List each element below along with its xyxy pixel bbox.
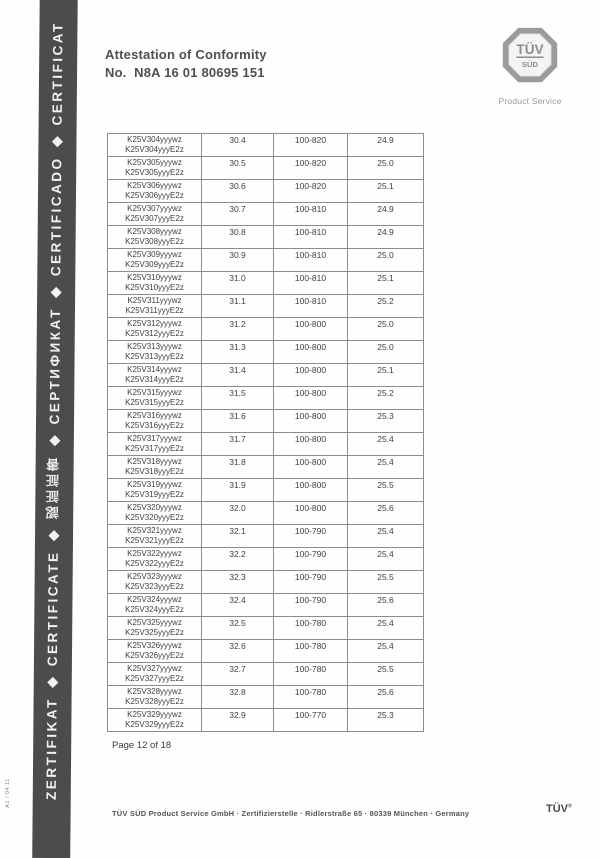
value-cell-1: 31.6 <box>202 410 274 433</box>
model-line2: K25V305yyyE2z <box>125 168 184 177</box>
table-row <box>108 548 424 571</box>
table-row <box>108 709 424 732</box>
value-cell-2: 100-800 <box>274 502 348 525</box>
value-cell-1: 32.2 <box>202 548 274 571</box>
model-line2: K25V314yyyE2z <box>125 375 184 384</box>
value-cell-2: 100-770 <box>274 709 348 732</box>
model-line2: K25V307yyyE2z <box>125 214 184 223</box>
value-cell-3: 25.1 <box>348 364 424 387</box>
model-cell <box>108 571 202 594</box>
table-row <box>108 594 424 617</box>
model-cell <box>108 640 202 663</box>
value-cell-2: 100-790 <box>274 525 348 548</box>
value-cell-1: 31.4 <box>202 364 274 387</box>
value-cell-3: 25.1 <box>348 180 424 203</box>
model-line2: K25V321yyyE2z <box>125 536 184 545</box>
table-row <box>108 364 424 387</box>
value-cell-1: 31.8 <box>202 456 274 479</box>
value-cell-2: 100-800 <box>274 479 348 502</box>
table-row <box>108 433 424 456</box>
value-cell-2: 100-810 <box>274 249 348 272</box>
model-line1: K25V309yyywz <box>127 250 182 259</box>
model-cell <box>108 433 202 456</box>
document-title: Attestation of Conformity <box>105 47 267 62</box>
value-cell-3: 25.4 <box>348 548 424 571</box>
value-cell-1: 32.8 <box>202 686 274 709</box>
value-cell-3: 25.5 <box>348 663 424 686</box>
form-number-note: A1 / 04 11 <box>5 778 11 808</box>
table-row <box>108 502 424 525</box>
table-row <box>108 640 424 663</box>
model-line1: K25V316yyywz <box>127 411 182 420</box>
value-cell-1: 30.4 <box>202 134 274 157</box>
model-line2: K25V318yyyE2z <box>125 467 184 476</box>
table-row <box>108 180 424 203</box>
registered-symbol: ® <box>568 803 572 810</box>
value-cell-3: 25.0 <box>348 341 424 364</box>
model-line2: K25V324yyyE2z <box>125 605 184 614</box>
value-cell-1: 32.1 <box>202 525 274 548</box>
value-cell-1: 30.6 <box>202 180 274 203</box>
table-row <box>108 479 424 502</box>
value-cell-2: 100-800 <box>274 318 348 341</box>
model-line1: K25V314yyywz <box>127 365 182 374</box>
tuv-sud-logo <box>487 26 573 106</box>
value-cell-3: 25.4 <box>348 525 424 548</box>
value-cell-2: 100-790 <box>274 571 348 594</box>
table-row <box>108 571 424 594</box>
table-row <box>108 295 424 318</box>
model-cell <box>108 502 202 525</box>
value-cell-2: 100-800 <box>274 456 348 479</box>
model-line1: K25V317yyywz <box>127 434 182 443</box>
value-cell-3: 25.4 <box>348 456 424 479</box>
value-cell-2: 100-820 <box>274 157 348 180</box>
model-line1: K25V329yyywz <box>127 710 182 719</box>
model-line1: K25V325yyywz <box>127 618 182 627</box>
model-line1: K25V324yyywz <box>127 595 182 604</box>
model-cell <box>108 548 202 571</box>
table-row <box>108 617 424 640</box>
value-cell-3: 25.2 <box>348 295 424 318</box>
model-cell <box>108 203 202 226</box>
value-cell-1: 32.9 <box>202 709 274 732</box>
value-cell-2: 100-780 <box>274 663 348 686</box>
model-cell <box>108 134 202 157</box>
model-cell <box>108 157 202 180</box>
vertical-certificate-banner <box>32 0 78 858</box>
model-cell <box>108 364 202 387</box>
model-line2: K25V327yyyE2z <box>125 674 184 683</box>
model-line1: K25V306yyywz <box>127 181 182 190</box>
model-cell <box>108 663 202 686</box>
model-line1: K25V313yyywz <box>127 342 182 351</box>
table-row <box>108 387 424 410</box>
value-cell-2: 100-800 <box>274 341 348 364</box>
logo-wordmark-top: TÜV <box>516 42 544 58</box>
model-cell <box>108 341 202 364</box>
value-cell-3: 25.0 <box>348 318 424 341</box>
tuv-wordmark-text: TÜV <box>546 803 568 815</box>
value-cell-1: 31.1 <box>202 295 274 318</box>
table-row <box>108 134 424 157</box>
value-cell-1: 32.6 <box>202 640 274 663</box>
model-line2: K25V312yyyE2z <box>125 329 184 338</box>
table-row <box>108 318 424 341</box>
value-cell-1: 32.7 <box>202 663 274 686</box>
model-line2: K25V325yyyE2z <box>125 628 184 637</box>
value-cell-1: 32.4 <box>202 594 274 617</box>
value-cell-3: 25.0 <box>348 249 424 272</box>
value-cell-1: 31.9 <box>202 479 274 502</box>
value-cell-3: 25.4 <box>348 433 424 456</box>
model-line1: K25V310yyywz <box>127 273 182 282</box>
value-cell-1: 31.3 <box>202 341 274 364</box>
model-line1: K25V304yyywz <box>127 135 182 144</box>
value-cell-1: 31.5 <box>202 387 274 410</box>
table-row <box>108 456 424 479</box>
model-line1: K25V311yyywz <box>127 296 182 305</box>
value-cell-2: 100-800 <box>274 387 348 410</box>
value-cell-1: 30.8 <box>202 226 274 249</box>
value-cell-2: 100-810 <box>274 295 348 318</box>
value-cell-1: 32.5 <box>202 617 274 640</box>
model-line2: K25V306yyyE2z <box>125 191 184 200</box>
value-cell-3: 24.9 <box>348 226 424 249</box>
model-line2: K25V309yyyE2z <box>125 260 184 269</box>
model-cell <box>108 686 202 709</box>
value-cell-2: 100-780 <box>274 640 348 663</box>
model-line2: K25V326yyyE2z <box>125 651 184 660</box>
model-line2: K25V315yyyE2z <box>125 398 184 407</box>
model-line1: K25V308yyywz <box>127 227 182 236</box>
model-line1: K25V318yyywz <box>127 457 182 466</box>
value-cell-3: 25.6 <box>348 502 424 525</box>
model-line2: K25V310yyyE2z <box>125 283 184 292</box>
model-line1: K25V305yyywz <box>127 158 182 167</box>
value-cell-3: 25.4 <box>348 617 424 640</box>
value-cell-3: 25.1 <box>348 272 424 295</box>
model-cell <box>108 594 202 617</box>
model-cell <box>108 479 202 502</box>
value-cell-2: 100-800 <box>274 364 348 387</box>
value-cell-2: 100-790 <box>274 594 348 617</box>
conformity-table <box>107 133 424 732</box>
model-line1: K25V328yyywz <box>127 687 182 696</box>
model-line2: K25V316yyyE2z <box>125 421 184 430</box>
value-cell-3: 25.0 <box>348 157 424 180</box>
model-line1: K25V320yyywz <box>127 503 182 512</box>
model-cell <box>108 456 202 479</box>
model-cell <box>108 295 202 318</box>
value-cell-1: 31.2 <box>202 318 274 341</box>
value-cell-2: 100-810 <box>274 272 348 295</box>
value-cell-2: 100-800 <box>274 410 348 433</box>
model-cell <box>108 249 202 272</box>
value-cell-1: 31.7 <box>202 433 274 456</box>
model-cell <box>108 318 202 341</box>
value-cell-1: 32.3 <box>202 571 274 594</box>
value-cell-2: 100-780 <box>274 686 348 709</box>
value-cell-3: 25.3 <box>348 709 424 732</box>
table-row <box>108 341 424 364</box>
model-line2: K25V320yyyE2z <box>125 513 184 522</box>
value-cell-2: 100-810 <box>274 203 348 226</box>
model-line2: K25V313yyyE2z <box>125 352 184 361</box>
model-cell <box>108 709 202 732</box>
model-line2: K25V304yyyE2z <box>125 145 184 154</box>
value-cell-3: 24.9 <box>348 134 424 157</box>
value-cell-1: 31.0 <box>202 272 274 295</box>
model-line1: K25V319yyywz <box>127 480 182 489</box>
model-line1: K25V315yyywz <box>127 388 182 397</box>
model-cell <box>108 525 202 548</box>
logo-wordmark-bottom: SÜD <box>521 59 539 69</box>
table-row <box>108 663 424 686</box>
table-row <box>108 226 424 249</box>
banner-text: ZERTIFIKAT ◆ CERTIFICATE ◆ 認証証書 ◆ СЕРТИФИКАТ ◆ CERTIFICADO ◆ CERTIFICAT <box>43 21 66 801</box>
tuv-octagon-icon <box>501 26 559 84</box>
value-cell-2: 100-780 <box>274 617 348 640</box>
logo-caption: Product Service <box>498 96 562 106</box>
value-cell-2: 100-820 <box>274 180 348 203</box>
value-cell-3: 24.9 <box>348 203 424 226</box>
model-line1: K25V323yyywz <box>127 572 182 581</box>
table-row <box>108 525 424 548</box>
model-line1: K25V322yyywz <box>127 549 182 558</box>
value-cell-2: 100-820 <box>274 134 348 157</box>
value-cell-2: 100-800 <box>274 433 348 456</box>
table-row <box>108 157 424 180</box>
value-cell-3: 25.5 <box>348 479 424 502</box>
model-cell <box>108 617 202 640</box>
value-cell-3: 25.5 <box>348 571 424 594</box>
model-cell <box>108 180 202 203</box>
value-cell-3: 25.6 <box>348 594 424 617</box>
table-row <box>108 686 424 709</box>
value-cell-1: 30.5 <box>202 157 274 180</box>
model-line2: K25V329yyyE2z <box>125 720 184 729</box>
model-line2: K25V328yyyE2z <box>125 697 184 706</box>
value-cell-1: 32.0 <box>202 502 274 525</box>
model-line2: K25V319yyyE2z <box>125 490 184 499</box>
model-line2: K25V311yyyE2z <box>125 306 184 315</box>
model-line1: K25V312yyywz <box>127 319 182 328</box>
model-line1: K25V321yyywz <box>127 526 182 535</box>
conformity-table-body <box>108 134 424 732</box>
table-row <box>108 272 424 295</box>
document-number: No. N8A 16 01 80695 151 <box>105 65 265 81</box>
value-cell-3: 25.3 <box>348 410 424 433</box>
model-line1: K25V307yyywz <box>127 204 182 213</box>
value-cell-3: 25.4 <box>348 640 424 663</box>
table-row <box>108 203 424 226</box>
footer-address: TÜV SÜD Product Service GmbH · Zertifizierstelle · Ridlerstraße 65 · 80339 München · Germany <box>112 809 470 818</box>
model-line2: K25V317yyyE2z <box>125 444 184 453</box>
value-cell-3: 25.6 <box>348 686 424 709</box>
model-line1: K25V326yyywz <box>127 641 182 650</box>
model-cell <box>108 410 202 433</box>
model-cell <box>108 272 202 295</box>
model-cell <box>108 387 202 410</box>
value-cell-2: 100-790 <box>274 548 348 571</box>
table-row <box>108 410 424 433</box>
value-cell-2: 100-810 <box>274 226 348 249</box>
model-line2: K25V323yyyE2z <box>125 582 184 591</box>
model-cell <box>108 226 202 249</box>
model-line2: K25V308yyyE2z <box>125 237 184 246</box>
model-line2: K25V322yyyE2z <box>125 559 184 568</box>
table-row <box>108 249 424 272</box>
value-cell-1: 30.9 <box>202 249 274 272</box>
value-cell-3: 25.2 <box>348 387 424 410</box>
model-line1: K25V327yyywz <box>127 664 182 673</box>
page-number-label: Page 12 of 18 <box>112 740 172 751</box>
value-cell-1: 30.7 <box>202 203 274 226</box>
document-header <box>105 46 267 82</box>
tuv-wordmark <box>546 803 572 815</box>
